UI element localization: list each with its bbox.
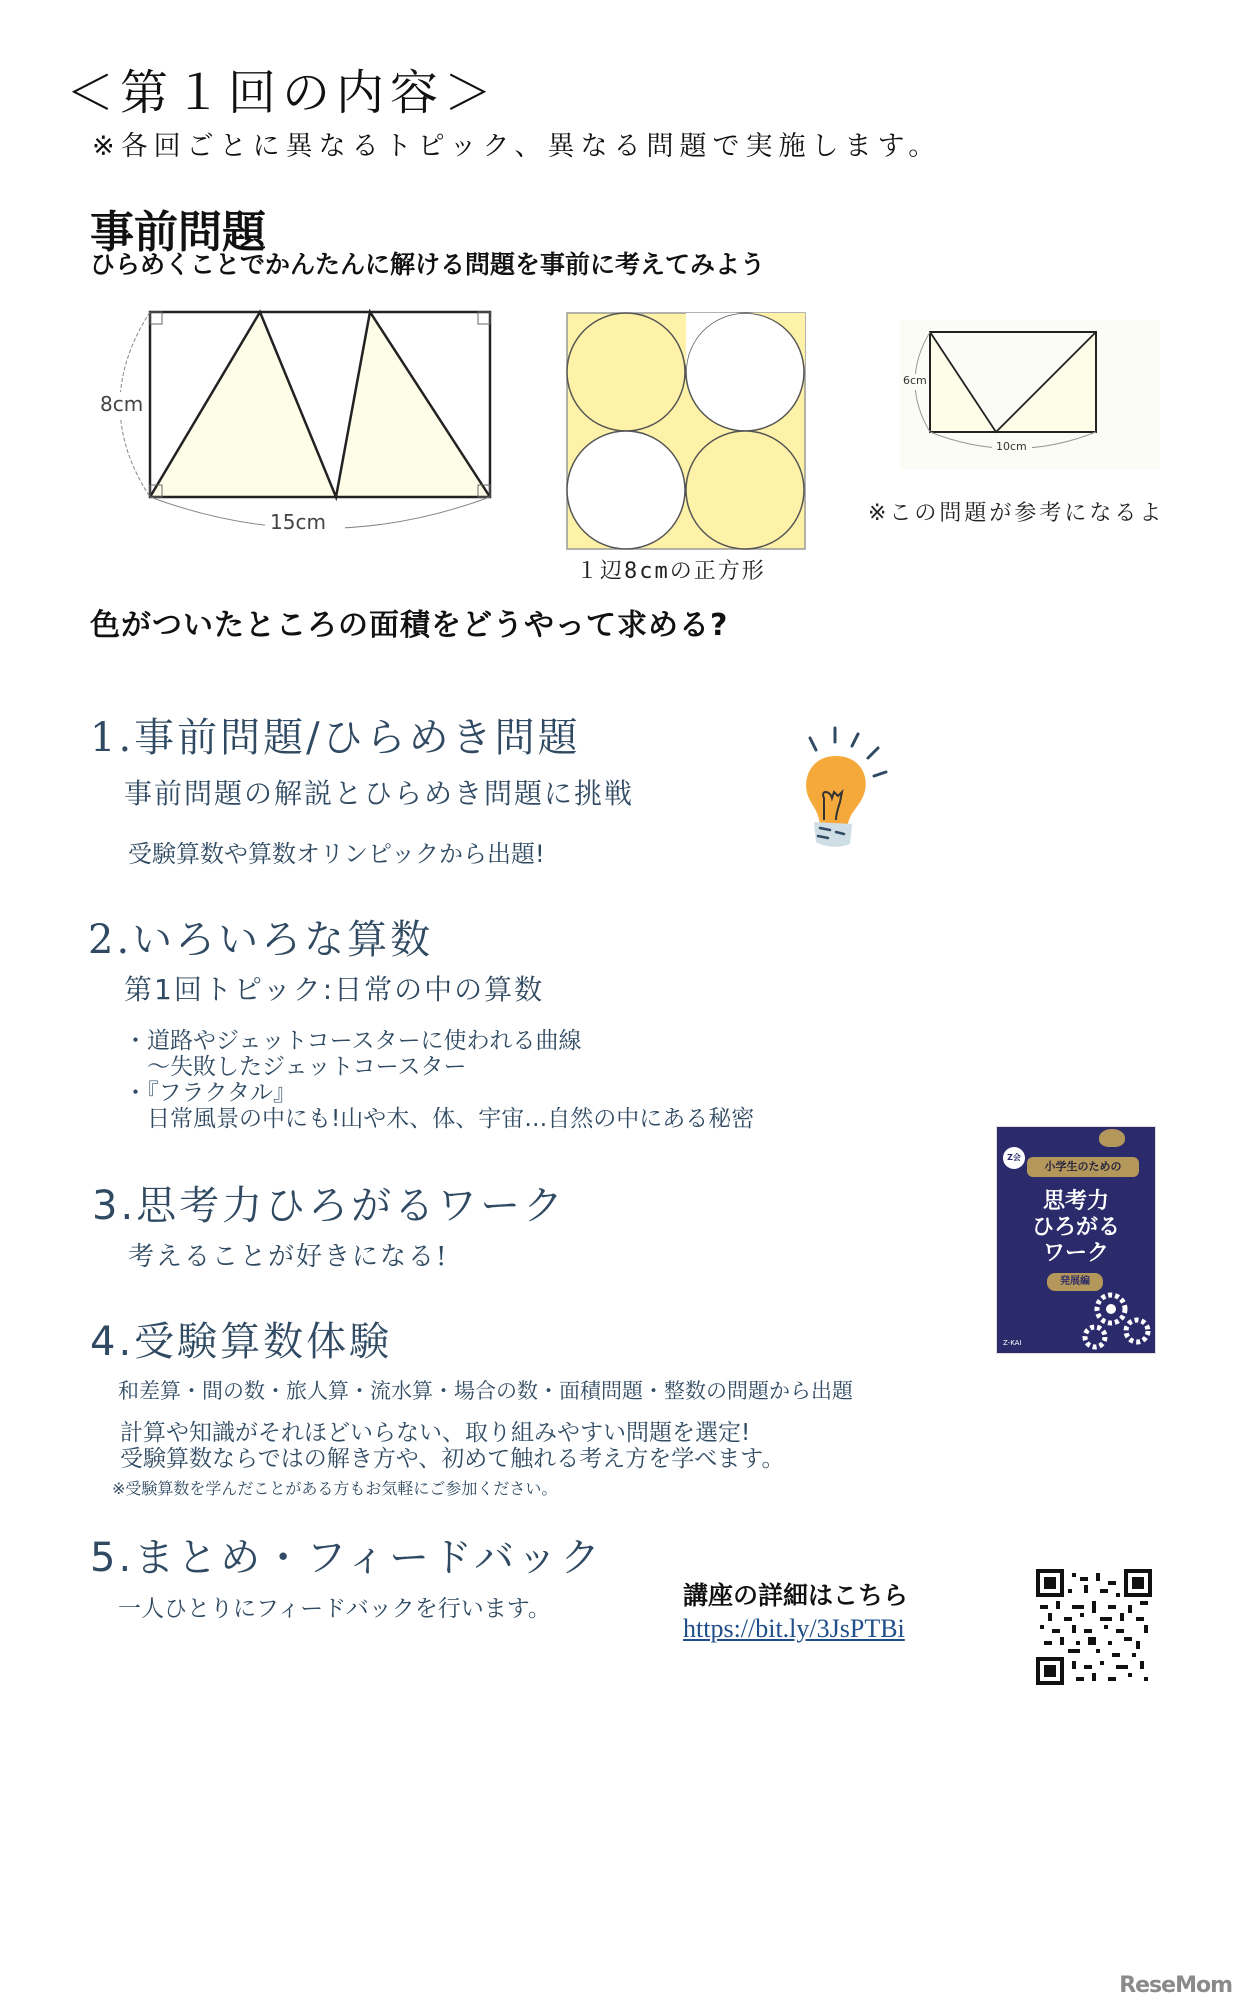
figure-circles bbox=[566, 312, 806, 552]
book-title bbox=[997, 1189, 1155, 1267]
pre-problem-subheading: ひらめくことでかんたんに解ける問題を事前に考えてみよう bbox=[90, 250, 766, 279]
page-title: ＜第１回の内容＞ bbox=[66, 65, 499, 121]
lightbulb-icon bbox=[780, 720, 890, 850]
bullet-line: ・『フラクタル』 bbox=[124, 1080, 297, 1106]
resemom-watermark: ReseMom bbox=[1119, 1973, 1232, 1998]
figure1-height-label: 8cm bbox=[100, 392, 144, 416]
section-2-heading: 2.いろいろな算数 bbox=[88, 917, 434, 963]
book-logo: Z-KAI bbox=[1003, 1339, 1022, 1347]
details-label: 講座の詳細はこちら bbox=[683, 1581, 909, 1610]
bullet-line: ～失敗したジェットコースター bbox=[124, 1054, 467, 1080]
section-3-sub: 考えることが好きになる! bbox=[128, 1242, 449, 1272]
book-title-line: ワーク bbox=[1042, 1241, 1109, 1266]
section-4-topics: 和差算・間の数・旅人算・流水算・場合の数・面積問題・整数の問題から出題 bbox=[118, 1379, 853, 1403]
section-1-heading: 1.事前問題/ひらめき問題 bbox=[90, 715, 581, 761]
bullet-line: 日常風景の中にも!山や木、体、宇宙…自然の中にある秘密 bbox=[124, 1106, 755, 1132]
book-publisher: Z会 bbox=[1003, 1147, 1025, 1169]
section-4-heading: 4.受験算数体験 bbox=[90, 1319, 393, 1365]
book-tag: 小学生のための bbox=[1027, 1157, 1139, 1177]
figure2-caption: １辺8cmの正方形 bbox=[576, 559, 766, 584]
section-4-line: 受験算数ならではの解き方や、初めて触れる考え方を学べます。 bbox=[120, 1446, 785, 1472]
section-4-lines bbox=[120, 1420, 784, 1472]
section-1-sub: 事前問題の解説とひらめき問題に挑戦 bbox=[124, 777, 635, 810]
pre-problem-heading: 事前問題 bbox=[90, 207, 266, 258]
details-link[interactable]: https://bit.ly/3JsPTBi bbox=[683, 1614, 905, 1643]
figure3-caption: ※この問題が参考になるよ bbox=[868, 501, 1165, 526]
section-3-heading: 3.思考力ひろがるワーク bbox=[92, 1183, 567, 1229]
section-4-footnote: ※受験算数を学んだことがある方もお気軽にご参加ください。 bbox=[112, 1479, 558, 1498]
book-title-line: 思考力 bbox=[1042, 1189, 1109, 1214]
figure1-width-label: 15cm bbox=[270, 510, 326, 534]
tree-icon bbox=[1099, 1129, 1125, 1147]
figure-reference bbox=[900, 320, 1160, 470]
book-title-line: ひろがる bbox=[1031, 1215, 1120, 1240]
figure3-width-label: 10cm bbox=[996, 440, 1027, 453]
section-5-sub: 一人ひとりにフィードバックを行います。 bbox=[118, 1596, 551, 1622]
figure3-height-label: 6cm bbox=[903, 374, 927, 387]
qr-code[interactable] bbox=[1036, 1569, 1152, 1685]
pre-problem-question: 色がついたところの面積をどうやって求める? bbox=[90, 608, 729, 643]
book-cover-image bbox=[996, 1126, 1156, 1354]
section-2-bullets bbox=[124, 1028, 754, 1132]
figure-triangles bbox=[80, 300, 500, 540]
section-4-line: 計算や知識がそれほどいらない、取り組みやすい問題を選定! bbox=[120, 1420, 751, 1446]
section-5-heading: 5.まとめ・フィードバック bbox=[90, 1535, 604, 1581]
bullet-line: ・道路やジェットコースターに使われる曲線 bbox=[124, 1028, 582, 1054]
section-1-detail: 受験算数や算数オリンピックから出題! bbox=[128, 840, 545, 868]
book-edition: 発展編 bbox=[1047, 1273, 1103, 1291]
gears-icon bbox=[1081, 1287, 1153, 1353]
section-2-sub: 第1回トピック:日常の中の算数 bbox=[124, 973, 545, 1006]
header-note: ※各回ごとに異なるトピック、異なる問題で実施します。 bbox=[92, 131, 942, 162]
